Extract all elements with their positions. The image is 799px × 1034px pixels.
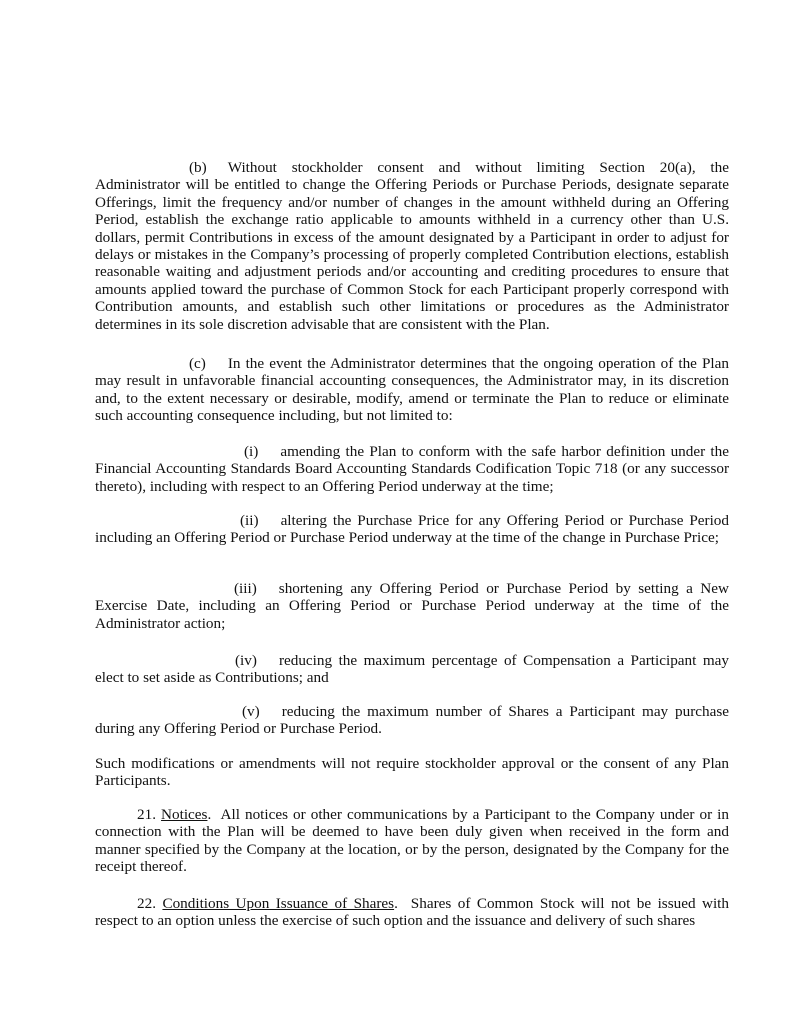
section-21-text: All notices or other communications by a Participant to the Company under or in connection with the Plan will be deemed to have been duly given when received in the form and manner specified by the Company at the location, or by the person, designated by the Company for the receipt thereof. [95, 806, 730, 876]
paragraph-b-text: Without stockholder consent and without limiting Section 20(a), the Administrator will be entitled to change the Offering Periods or Purchase Periods, designate separate Offerings, limit the frequency and/or number of changes in the amount withheld during an Offering Period, establish the exchange ratio applicable to amounts withheld in a currency other than U.S. dollars, permit Contributions in excess of the amount designated by a Participant in order to adjust for delays or mistakes in the Company’s processing of properly completed Contribution elections, establish reasonable waiting and adjustment periods and/or accounting and crediting procedures to ensure that amounts applied toward the purchase of Common Stock for each Participant properly correspond with Contribution amounts, and establish such other limitations or procedures as the Administrator determines in its sole discretion advisable that are consistent with the Plan. [95, 159, 729, 333]
section-21-number: 21. [137, 806, 156, 823]
section-22-number: 22. [137, 895, 156, 912]
item-v [95, 703, 729, 738]
item-i [95, 443, 729, 495]
paragraph-such-text: Such modifications or amendments will not require stockholder approval or the consent of any Plan Participants. [95, 755, 729, 790]
paragraph-c [95, 355, 729, 425]
section-22: 22. Conditions Upon Issuance of Shares. Shares of Common Stock will not be issued with respect to an option unless the exercise of such option and the issuance and delivery of such shares [95, 895, 730, 930]
item-v-marker: (v) [242, 703, 260, 720]
section-21: 21. Notices. All notices or other communications by a Participant to the Company under or in connection with the Plan will be deemed to have been duly given when received in the form and manner specified by the Company at the location, or by the person, designated by the Company for the receipt thereof. [95, 806, 730, 876]
item-ii-text: altering the Purchase Price for any Offering Period or Purchase Period including an Offering Period or Purchase Period underway at the time of the change in Purchase Price; [95, 512, 729, 547]
paragraph-b [95, 159, 729, 333]
paragraph-b-marker: (b) [189, 159, 207, 176]
item-iv-marker: (iv) [235, 652, 257, 669]
paragraph-such-modifications [95, 755, 729, 790]
paragraph-c-marker: (c) [189, 355, 206, 372]
section-22-heading: Conditions Upon Issuance of Shares [162, 895, 395, 912]
item-iv [95, 652, 729, 687]
item-iii-text: shortening any Offering Period or Purchase Period by setting a New Exercise Date, including an Offering Period or Purchase Period underway at the time of the Administrator action; [95, 580, 729, 632]
paragraph-c-text: In the event the Administrator determines that the ongoing operation of the Plan may result in unfavorable financial accounting consequences, the Administrator may, in its discretion and, to the extent necessary or desirable, modify, amend or terminate the Plan to reduce or eliminate such accounting consequence including, but not limited to: [95, 355, 729, 425]
item-ii [95, 512, 729, 547]
item-v-text: reducing the maximum number of Shares a Participant may purchase during any Offering Period or Purchase Period. [95, 703, 729, 738]
item-i-marker: (i) [244, 443, 259, 460]
item-i-text: amending the Plan to conform with the safe harbor definition under the Financial Accounting Standards Board Accounting Standards Codification Topic 718 (or any successor thereto), including with respect to an Offering Period underway at the time; [95, 443, 729, 495]
item-iii-marker: (iii) [234, 580, 257, 597]
section-21-heading: Notices [161, 806, 208, 823]
item-ii-marker: (ii) [240, 512, 259, 529]
item-iii [95, 580, 729, 632]
section-22-text: Shares of Common Stock will not be issued with respect to an option unless the exercise of such option and the issuance and delivery of such shares [95, 895, 730, 930]
item-iv-text: reducing the maximum percentage of Compensation a Participant may elect to set aside as Contributions; and [95, 652, 729, 687]
